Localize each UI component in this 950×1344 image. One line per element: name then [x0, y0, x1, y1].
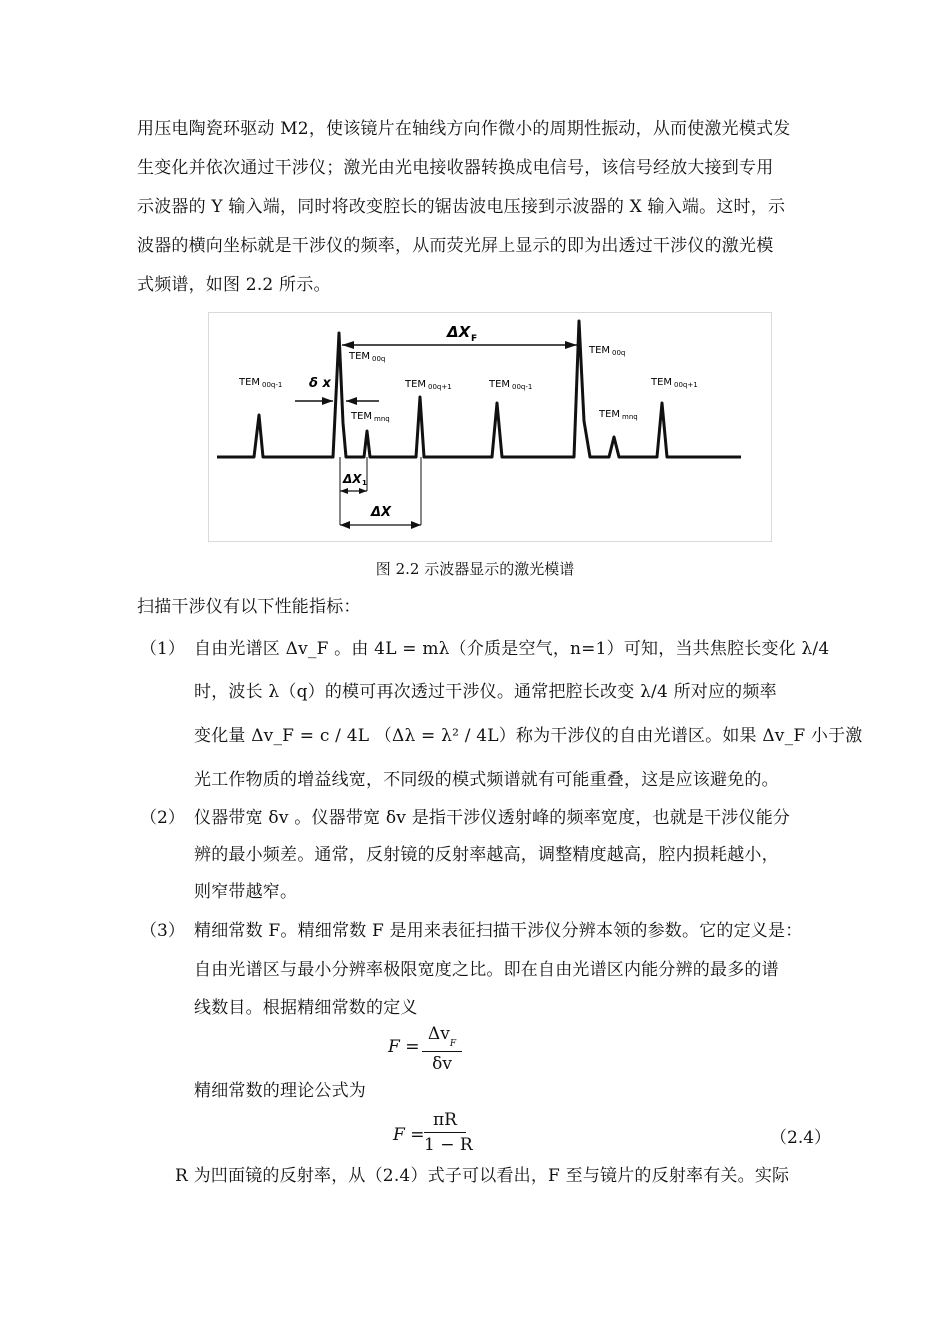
item2-number: （2） — [140, 808, 185, 828]
eq2-numerator: πR — [433, 1110, 457, 1130]
delta-x1-sub: 1 — [362, 479, 367, 487]
spectrum-trace — [217, 321, 741, 457]
tem-00q-plus1-a: TEM — [405, 379, 427, 390]
para1-line3: 示波器的 Y 输入端，同时将改变腔长的锯齿波电压接到示波器的 X 输入端。这时，示 — [137, 197, 786, 217]
eq2-lhs: F = — [393, 1125, 425, 1145]
para1-line2: 生变化并依次通过干涉仪；激光由光电接收器转换成电信号，该信号经放大接到专用 — [137, 158, 774, 178]
tem-00q-minus1-a-sub: 00q-1 — [262, 381, 283, 389]
tem-00q-b-sub: 00q — [612, 349, 626, 357]
eq1-denominator: δv — [432, 1054, 452, 1074]
mode-spectrum-diagram — [209, 313, 771, 541]
para1-line5: 式频谱，如图 2.2 所示。 — [137, 275, 331, 295]
delta-x1-label: ΔX — [343, 472, 362, 486]
figure-caption: 图 2.2 示波器显示的激光模谱 — [375, 560, 575, 578]
eq1-lhs: F = — [388, 1037, 420, 1057]
tem-00q-a-sub: 00q — [372, 355, 386, 363]
para1-line1: 用压电陶瓷环驱动 M2，使该镜片在轴线方向作微小的周期性振动，从而使激光模式发 — [137, 119, 791, 139]
delta-x-small-label: δ x — [309, 376, 331, 391]
tem-00q-minus1-b-sub: 00q-1 — [512, 383, 533, 391]
tem-00q-minus1-b: TEM — [489, 379, 511, 390]
tem-mnq-a-sub: mnq — [374, 415, 390, 423]
tem-mnq-a: TEM — [351, 411, 373, 422]
eq2-denominator: 1 − R — [424, 1135, 473, 1155]
eq1-numerator: Δv — [427, 1024, 450, 1044]
delta-x-label: ΔX — [371, 505, 392, 520]
tem-00q-a: TEM — [349, 351, 371, 362]
item3-number: （3） — [140, 921, 185, 941]
eq1-numerator-sub: F — [449, 1039, 457, 1049]
tem-00q-plus1-a-sub: 00q+1 — [428, 383, 452, 391]
para1-line4: 波器的横向坐标就是干涉仪的频率，从而荧光屏上显示的即为出透过干涉仪的激光模 — [137, 236, 774, 256]
item2-line1: 仪器带宽 δv 。仪器带宽 δv 是指干涉仪透射峰的频率宽度，也就是干涉仪能分 — [194, 808, 791, 828]
item3-line1: 精细常数 F。精细常数 F 是用来表征扫描干涉仪分辨本领的参数。它的定义是： — [194, 921, 803, 941]
item2-line2: 辨的最小频差。通常，反射镜的反射率越高，调整精度越高，腔内损耗越小， — [194, 845, 779, 865]
item3-line3: 线数目。根据精细常数的定义 — [194, 998, 418, 1018]
item2-line3: 则窄带越窄。 — [194, 882, 298, 902]
theory-formula-label: 精细常数的理论公式为 — [194, 1081, 366, 1101]
item1-line1: 自由光谱区 Δv_F 。由 4L = mλ（介质是空气，n=1）可知，当共焦腔长变化 λ/4 — [194, 639, 830, 659]
indicators-intro: 扫描干涉仪有以下性能指标： — [137, 597, 361, 617]
tem-mnq-b-sub: mnq — [622, 413, 638, 421]
item3-line2: 自由光谱区与最小分辨率极限宽度之比。即在自由光谱区内能分辨的最多的谱 — [194, 960, 779, 980]
eq1-fraction — [422, 1024, 462, 1074]
tem-00q-plus1-b-sub: 00q+1 — [674, 381, 698, 389]
tem-00q-b: TEM — [589, 345, 611, 356]
item1-line3: 变化量 Δv_F = c / 4L （Δλ = λ² / 4L）称为干涉仪的自由光谱区。如果 Δv_F 小于激 — [194, 726, 863, 746]
figure-2-2 — [208, 312, 772, 542]
delta-xf-label: ΔX — [447, 323, 471, 341]
delta-xf-sub: F — [471, 334, 478, 344]
last-line: R 为凹面镜的反射率，从（2.4）式子可以看出，F 至与镜片的反射率有关。实际 — [175, 1166, 790, 1186]
item1-number: （1） — [140, 639, 185, 659]
item1-line2: 时，波长 λ（q）的模可再次透过干涉仪。通常把腔长改变 λ/4 所对应的频率 — [194, 682, 777, 702]
tem-00q-plus1-b: TEM — [651, 377, 673, 388]
tem-00q-minus1-a: TEM — [239, 377, 261, 388]
eq2-fraction — [424, 1110, 473, 1155]
eq2-number: （2.4） — [770, 1128, 832, 1148]
tem-mnq-b: TEM — [599, 409, 621, 420]
item1-line4: 光工作物质的增益线宽，不同级的模式频谱就有可能重叠，这是应该避免的。 — [194, 770, 779, 790]
